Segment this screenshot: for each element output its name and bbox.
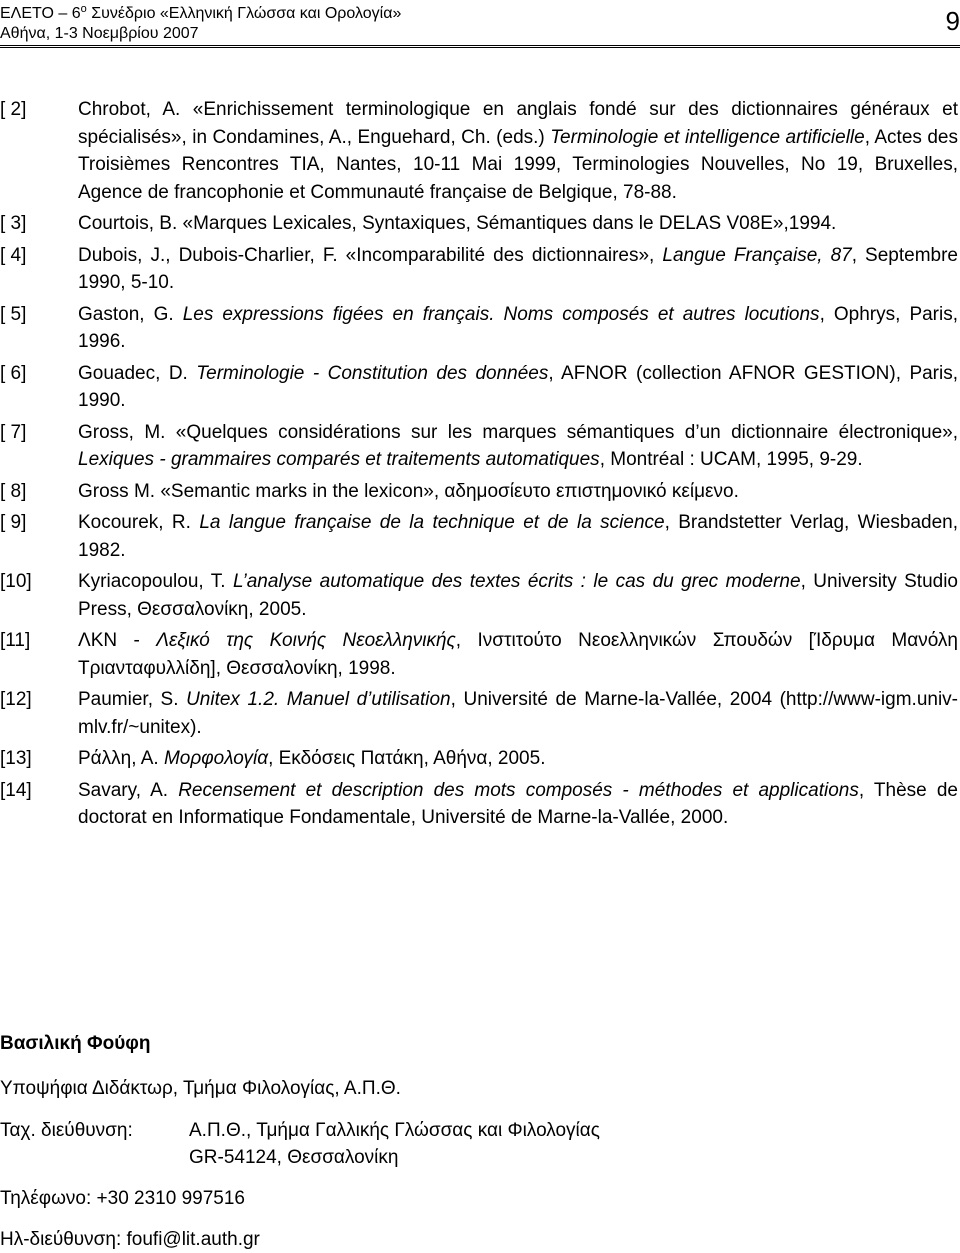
reference-title: Recensement et description des mots composés - méthodes et applications [178, 779, 859, 801]
reference-text [78, 245, 958, 294]
reference-number: [11] [0, 630, 31, 651]
reference-title: L’analyse automatique des textes écrits : le cas du grec moderne [233, 571, 801, 592]
reference-item [0, 96, 958, 206]
reference-item [0, 745, 958, 773]
reference-segment: , Université de Marne-la-Vallée, 2004 (http://www-igm.univ-mlv.fr/~unitex). [78, 689, 958, 738]
reference-text [78, 689, 958, 738]
reference-number: [ 7] [0, 421, 27, 443]
reference-item [0, 777, 958, 832]
reference-number: [ 2] [0, 99, 27, 120]
reference-title: Terminologie - Constitution des données [196, 362, 549, 384]
reference-segment: Chrobot, A. «Enrichissement terminologique en anglais fondé sur des dictionnaires généraux et spécialisés», in Condamines, A., Enguehard, Ch. (eds.) [78, 99, 958, 148]
conference-location-date: Αθήνα, 1-3 Νοεμβρίου 2007 [0, 25, 199, 42]
reference-number: [10] [0, 571, 32, 592]
reference-text [78, 630, 958, 679]
reference-item [0, 509, 958, 564]
reference-segment: Ράλλη, Α. [78, 748, 164, 769]
reference-item [0, 301, 958, 356]
reference-text [78, 571, 958, 620]
reference-title: Lexiques - grammaires comparés et traitements automatiques [78, 449, 600, 470]
reference-segment: Kocourek, R. [78, 512, 200, 533]
reference-segment: Dubois, J., Dubois-Charlier, F. «Incomparabilité des dictionnaires», [78, 244, 663, 266]
reference-title: Terminologie et intelligence artificielle [550, 126, 865, 148]
reference-number: [ 8] [0, 480, 27, 502]
references-list [0, 96, 958, 836]
page-number: 9 [945, 6, 960, 36]
reference-number: [ 6] [0, 362, 27, 384]
reference-number: [12] [0, 689, 32, 710]
reference-segment: , Ινστιτούτο Νεοελληνικών Σπουδών [Ίδρυμα Μανόλη Τριανταφυλλίδη], Θεσσαλονίκη, 1998. [78, 630, 958, 679]
reference-item [0, 419, 958, 474]
reference-segment: Courtois, B. «Marques Lexicales, Syntaxiques, Sémantiques dans le DELAS V08E»,1994. [78, 213, 837, 234]
email-line: Ηλ-διεύθυνση: foufi@lit.auth.gr [0, 1229, 260, 1250]
reference-segment: Gaston, G. [78, 303, 183, 325]
reference-number: [ 9] [0, 512, 27, 533]
reference-segment: , Actes des Troisièmes Rencontres TIA, Nantes, 10-11 Mai 1999, Terminologies Nouvelles, No 19, Bruxelles, Agence de francophonie et Communauté française de Belgique, 78-88. [78, 126, 958, 203]
header-divider [0, 45, 960, 48]
reference-text [78, 780, 958, 829]
reference-number: [ 4] [0, 244, 27, 266]
reference-title: Μορφολογία [163, 748, 269, 769]
reference-segment: Gross M. «Semantic marks in the lexicon», αδημοσίευτο επιστημονικό κείμενο. [78, 480, 739, 502]
reference-number: [13] [0, 748, 32, 769]
reference-text [78, 481, 739, 502]
reference-segment: , Septembre 1990, 5-10. [78, 244, 959, 293]
reference-text [78, 363, 958, 412]
reference-text [78, 304, 958, 353]
reference-text [78, 213, 836, 234]
reference-segment: , Brandstetter Verlag, Wiesbaden, 1982. [78, 512, 959, 561]
reference-number: [ 3] [0, 213, 27, 234]
reference-text [78, 512, 958, 561]
reference-title: Les expressions figées en français. Noms composés et autres locutions [182, 303, 820, 325]
reference-segment: , AFNOR (collection AFNOR GESTION), Paris, 1990. [78, 362, 959, 411]
phone-line: Τηλέφωνο: +30 2310 997516 [0, 1188, 245, 1209]
reference-text [78, 422, 958, 471]
author-name: Βασιλική Φούφη [0, 1033, 151, 1054]
reference-title: Λεξικό της Κοινής Νεοελληνικής [156, 630, 456, 651]
reference-segment: , University Studio Press, Θεσσαλονίκη, 2005. [78, 571, 958, 620]
reference-number: [ 5] [0, 303, 27, 325]
reference-segment: , Thèse de doctorat en Informatique Fondamentale, Université de Marne-la-Vallée, 2000. [78, 779, 958, 828]
address-line-1: Α.Π.Θ., Τμήμα Γαλλικής Γλώσσας και Φιλολογίας [189, 1120, 600, 1141]
reference-title: Langue Française, 87 [662, 244, 852, 266]
reference-item [0, 568, 958, 623]
reference-segment: Kyriacopoulou, T. [78, 571, 233, 592]
reference-item [0, 478, 958, 506]
address-label: Ταχ. διεύθυνση: [0, 1120, 133, 1141]
reference-item [0, 242, 958, 297]
reference-text [78, 748, 545, 769]
reference-number: [14] [0, 779, 32, 801]
reference-segment: ΛΚΝ - [78, 630, 157, 651]
reference-item [0, 210, 958, 238]
reference-segment: Gouadec, D. [78, 362, 197, 384]
reference-segment: , Montréal : UCAM, 1995, 9-29. [599, 449, 863, 470]
reference-segment: Savary, A. [78, 779, 179, 801]
reference-item [0, 686, 958, 741]
reference-segment: , Εκδόσεις Πατάκη, Αθήνα, 2005. [268, 748, 546, 769]
ordinal-superscript: ο [80, 3, 87, 15]
conference-title: ΕΛΕΤΟ – $6^o$ Συνέδριο «Ελληνική Γλώσσα και Ορολογία» [0, 3, 402, 22]
address-line-2: GR-54124, Θεσσαλονίκη [189, 1147, 399, 1168]
author-position: Υποψήφια Διδάκτωρ, Τμήμα Φιλολογίας, Α.Π.Θ. [0, 1078, 401, 1099]
reference-title: Unitex 1.2. Manuel d’utilisation [186, 689, 451, 710]
reference-item [0, 627, 958, 682]
reference-segment: Gross, M. «Quelques considérations sur les marques sémantiques d’un dictionnaire électronique», [78, 421, 958, 443]
reference-title: La langue française de la technique et de la science [199, 512, 665, 533]
reference-segment: , Ophrys, Paris, 1996. [78, 303, 959, 352]
reference-item [0, 360, 958, 415]
page-header [0, 4, 960, 44]
reference-segment: Paumier, S. [78, 689, 187, 710]
reference-text [78, 99, 958, 203]
